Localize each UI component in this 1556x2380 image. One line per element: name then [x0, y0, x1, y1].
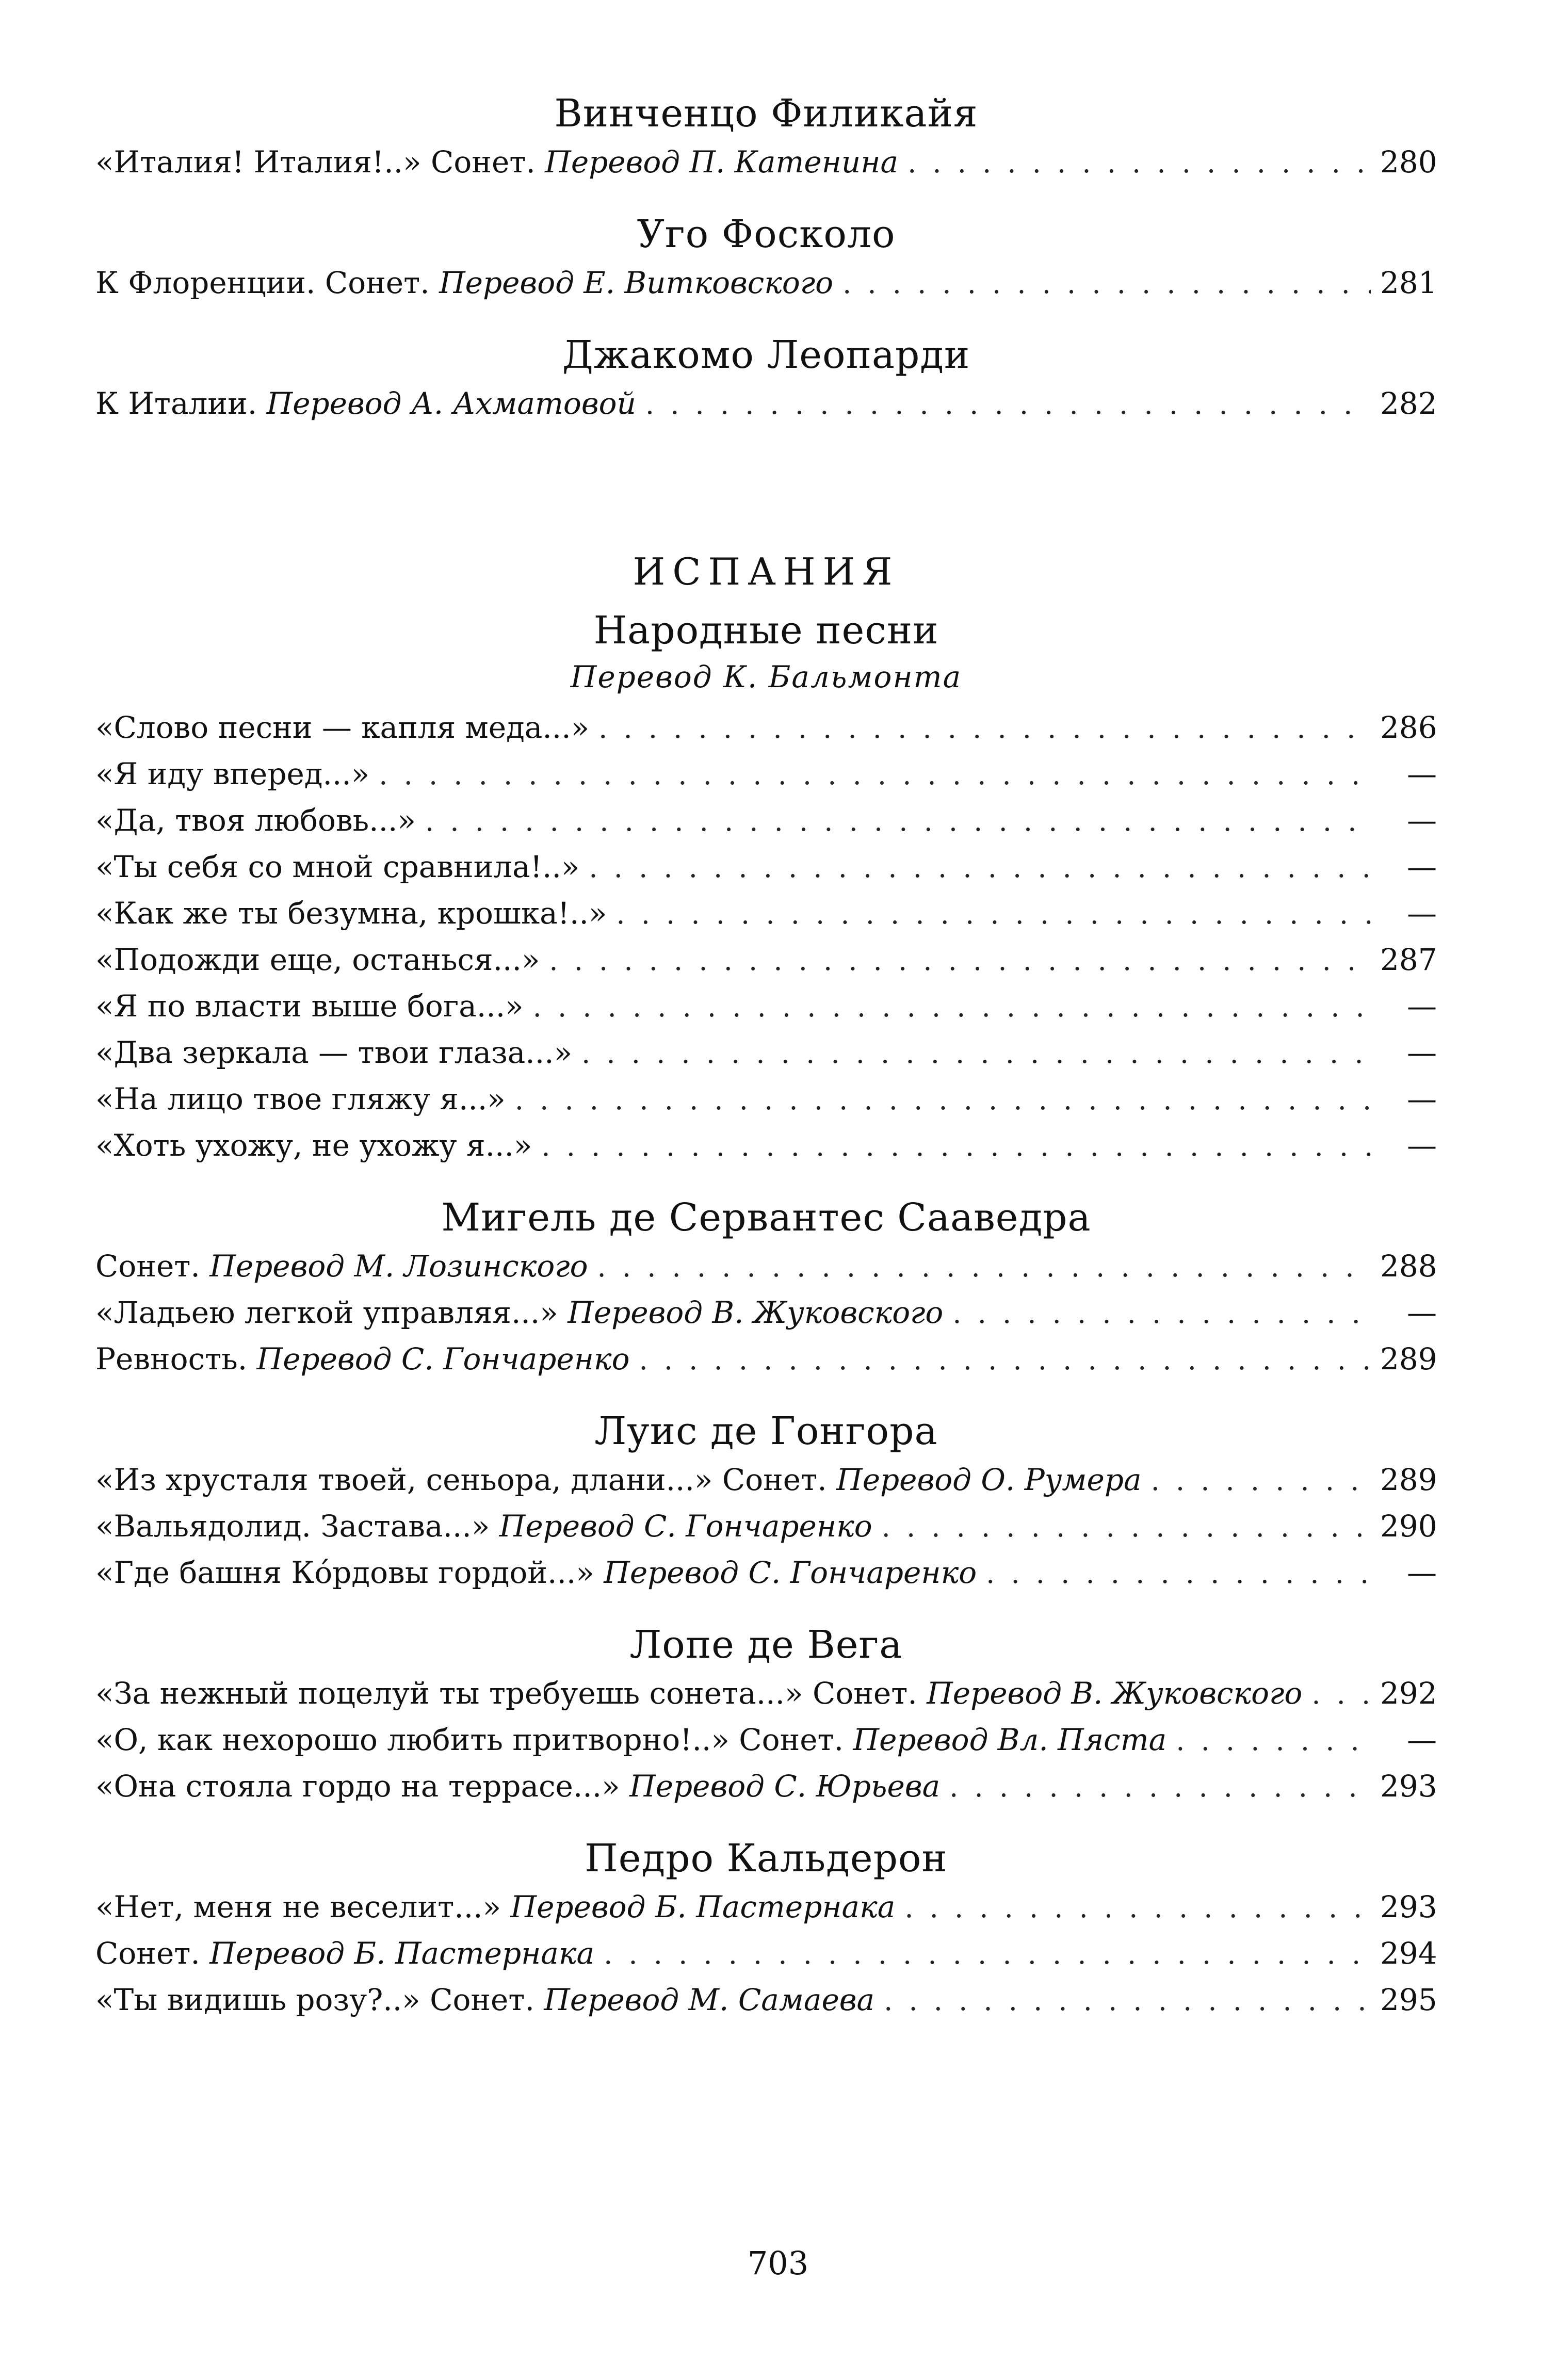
entry-title: «Подожди еще, останься...» [95, 942, 540, 977]
toc-entry [95, 1717, 1437, 1763]
toc-entry [95, 983, 1437, 1030]
toc-entry [95, 1503, 1437, 1550]
entry-list [95, 705, 1437, 1169]
dot-leader [1176, 1718, 1371, 1763]
entry-title: К Флоренции. Сонет. Перевод Е. Витковского [95, 265, 834, 300]
toc-entry [95, 705, 1437, 751]
toc-entry [95, 798, 1437, 844]
entry-title: «Я по власти выше бога...» [95, 989, 524, 1024]
entry-list [95, 1243, 1437, 1383]
page-ref: — [1407, 1722, 1437, 1757]
dot-leader [581, 1031, 1371, 1076]
author-heading: Винченцо Филикайя [554, 91, 978, 136]
entry-title: «Ты видишь розу?..» Сонет. Перевод М. Самаева [95, 1982, 875, 2017]
page-ref: 290 [1380, 1509, 1437, 1544]
toc-entry [95, 260, 1437, 306]
page-ref: — [1407, 1128, 1437, 1163]
author-section [95, 1405, 1437, 1596]
dot-leader [949, 1764, 1371, 1810]
entry-title: «Ладьею легкой управляя...» Перевод В. Жуковского [95, 1295, 944, 1330]
author-section [95, 1619, 1437, 1810]
translator-credit: Перевод В. Жуковского [927, 1676, 1303, 1711]
author-section [95, 208, 1437, 306]
entry-title: «Я иду вперед...» [95, 756, 370, 791]
author-section [95, 605, 1437, 1169]
author-heading: Народные песни [593, 608, 939, 653]
entry-list [95, 1884, 1437, 2023]
dot-leader [1311, 1672, 1371, 1717]
page-ref: — [1407, 1295, 1437, 1330]
author-heading: Луис де Гонгора [594, 1409, 938, 1453]
toc-entry [95, 381, 1437, 427]
author-section [95, 329, 1437, 427]
page-ref: — [1407, 756, 1437, 791]
entry-title: «Вальядолид. Застава...» Перевод С. Гончаренко [95, 1509, 872, 1544]
toc-entry [95, 937, 1437, 983]
entry-title: «Из хрусталя твоей, сеньора, длани...» Сонет. Перевод О. Румера [95, 1462, 1142, 1497]
toc-page [95, 88, 1437, 2023]
entry-title: «Ты себя со мной сравнила!..» [95, 849, 580, 884]
page-ref: — [1407, 989, 1437, 1024]
page-ref: 280 [1380, 144, 1437, 180]
translator-subtitle: Перевод К. Бальмонта [570, 659, 962, 694]
page-ref: 293 [1380, 1889, 1437, 1924]
entry-title: «Как же ты безумна, крошка!..» [95, 896, 607, 931]
toc-entry [95, 1457, 1437, 1503]
toc-entry [95, 1290, 1437, 1336]
translator-credit: Перевод Вл. Пяста [853, 1722, 1167, 1757]
author-section [95, 1833, 1437, 2023]
entry-list [95, 381, 1437, 427]
dot-leader [604, 1932, 1371, 1977]
toc-entry [95, 1977, 1437, 2023]
entry-list [95, 1671, 1437, 1810]
page-ref: 282 [1380, 386, 1437, 421]
toc-entry [95, 1076, 1437, 1123]
dot-leader [639, 1337, 1371, 1383]
entry-title: Сонет. Перевод Б. Пастернака [95, 1936, 595, 1971]
entry-title: «Она стояла гордо на террасе...» Перевод С. Юрьева [95, 1769, 941, 1804]
entry-title: «Да, твоя любовь...» [95, 803, 416, 838]
toc-entry [95, 1336, 1437, 1383]
page-number: 703 [747, 2244, 809, 2282]
dot-leader [616, 892, 1371, 937]
entry-title: «Нет, меня не веселит...» Перевод Б. Пастернака [95, 1889, 896, 1924]
page-ref: 295 [1380, 1982, 1437, 2017]
dot-leader [533, 984, 1371, 1030]
entry-title: Ревность. Перевод С. Гончаренко [95, 1341, 630, 1377]
translator-credit: Перевод Б. Пастернака [209, 1936, 595, 1971]
dot-leader [986, 1551, 1371, 1596]
entry-title: Сонет. Перевод М. Лозинского [95, 1249, 588, 1284]
page-ref: — [1407, 1081, 1437, 1116]
toc-entry [95, 751, 1437, 798]
translator-credit: Перевод Е. Витковского [439, 265, 834, 300]
translator-credit: Перевод С. Гончаренко [604, 1555, 977, 1590]
toc-entry [95, 139, 1437, 186]
page-ref: — [1407, 1035, 1437, 1070]
entry-list [95, 1457, 1437, 1596]
entry-title: К Италии. Перевод А. Ахматовой [95, 386, 636, 421]
toc-entry [95, 1123, 1437, 1169]
page-ref: 288 [1380, 1249, 1437, 1284]
page-ref: 293 [1380, 1769, 1437, 1804]
page-ref: 286 [1380, 710, 1437, 745]
dot-leader [541, 1124, 1371, 1169]
dot-leader [1151, 1458, 1371, 1503]
page-ref: 292 [1380, 1676, 1437, 1711]
page-ref: 287 [1380, 942, 1437, 977]
entry-title: «Слово песни — капля меда...» [95, 710, 590, 745]
translator-credit: Перевод М. Лозинского [209, 1249, 588, 1284]
toc-entry [95, 1763, 1437, 1810]
author-section [95, 88, 1437, 186]
entry-list [95, 260, 1437, 306]
page-ref: — [1407, 803, 1437, 838]
toc-entry [95, 1030, 1437, 1076]
entry-title: «Хоть ухожу, не ухожу я...» [95, 1128, 532, 1163]
page-ref: — [1407, 849, 1437, 884]
entry-title: «О, как нехорошо любить притворно!..» Сонет. Перевод Вл. Пяста [95, 1722, 1167, 1757]
dot-leader [589, 845, 1371, 891]
entry-title: «Где башня Ко́рдовы гордой...» Перевод С. Гончаренко [95, 1555, 977, 1590]
page-ref: 294 [1380, 1936, 1437, 1971]
translator-credit: Перевод В. Жуковского [568, 1295, 944, 1330]
toc-entry [95, 1884, 1437, 1931]
toc-entry [95, 1671, 1437, 1717]
page-ref: 281 [1380, 265, 1437, 300]
author-heading: Лопе де Вега [629, 1623, 903, 1667]
dot-leader [884, 1978, 1371, 2023]
dot-leader [907, 140, 1371, 186]
translator-credit: Перевод П. Катенина [545, 144, 899, 180]
entry-title: «Два зеркала — твои глаза...» [95, 1035, 573, 1070]
toc-entry [95, 1550, 1437, 1596]
translator-credit: Перевод С. Юрьева [629, 1769, 941, 1804]
dot-leader [904, 1885, 1371, 1931]
dot-leader [515, 1077, 1371, 1123]
author-heading: Уго Фосколо [637, 212, 896, 256]
author-heading: Педро Кальдерон [585, 1836, 948, 1881]
dot-leader [842, 261, 1371, 306]
toc-entry [95, 891, 1437, 937]
translator-credit: Перевод Б. Пастернака [510, 1889, 896, 1924]
translator-credit: Перевод А. Ахматовой [266, 386, 636, 421]
entry-list [95, 139, 1437, 186]
author-section [95, 1192, 1437, 1383]
page-ref: — [1407, 896, 1437, 931]
translator-credit: Перевод М. Самаева [544, 1982, 875, 2017]
translator-credit: Перевод О. Румера [836, 1462, 1142, 1497]
page-ref: 289 [1380, 1341, 1437, 1377]
toc-entry [95, 1243, 1437, 1290]
dot-leader [379, 752, 1371, 798]
dot-leader [882, 1504, 1371, 1550]
author-heading: Мигель де Сервантес Сааведра [441, 1195, 1091, 1240]
author-heading: Джакомо Леопарди [562, 333, 970, 377]
dot-leader [645, 382, 1371, 427]
entry-title: «За нежный поцелуй ты требуешь сонета...» Сонет. Перевод В. Жуковского [95, 1676, 1303, 1711]
page-ref: 289 [1380, 1462, 1437, 1497]
translator-credit: Перевод С. Гончаренко [256, 1341, 630, 1377]
dot-leader [597, 1244, 1371, 1290]
toc-entry [95, 1931, 1437, 1977]
dot-leader [598, 706, 1371, 751]
entry-title: «На лицо твое гляжу я...» [95, 1081, 506, 1116]
spain-authors [95, 1192, 1437, 2023]
dot-leader [549, 938, 1371, 983]
page-ref: — [1407, 1555, 1437, 1590]
country-heading: ИСПАНИЯ [633, 550, 900, 593]
entry-title: «Италия! Италия!..» Сонет. Перевод П. Катенина [95, 144, 899, 180]
translator-credit: Перевод С. Гончаренко [499, 1509, 872, 1544]
dot-leader [425, 799, 1371, 844]
dot-leader [952, 1291, 1371, 1336]
toc-entry [95, 844, 1437, 891]
